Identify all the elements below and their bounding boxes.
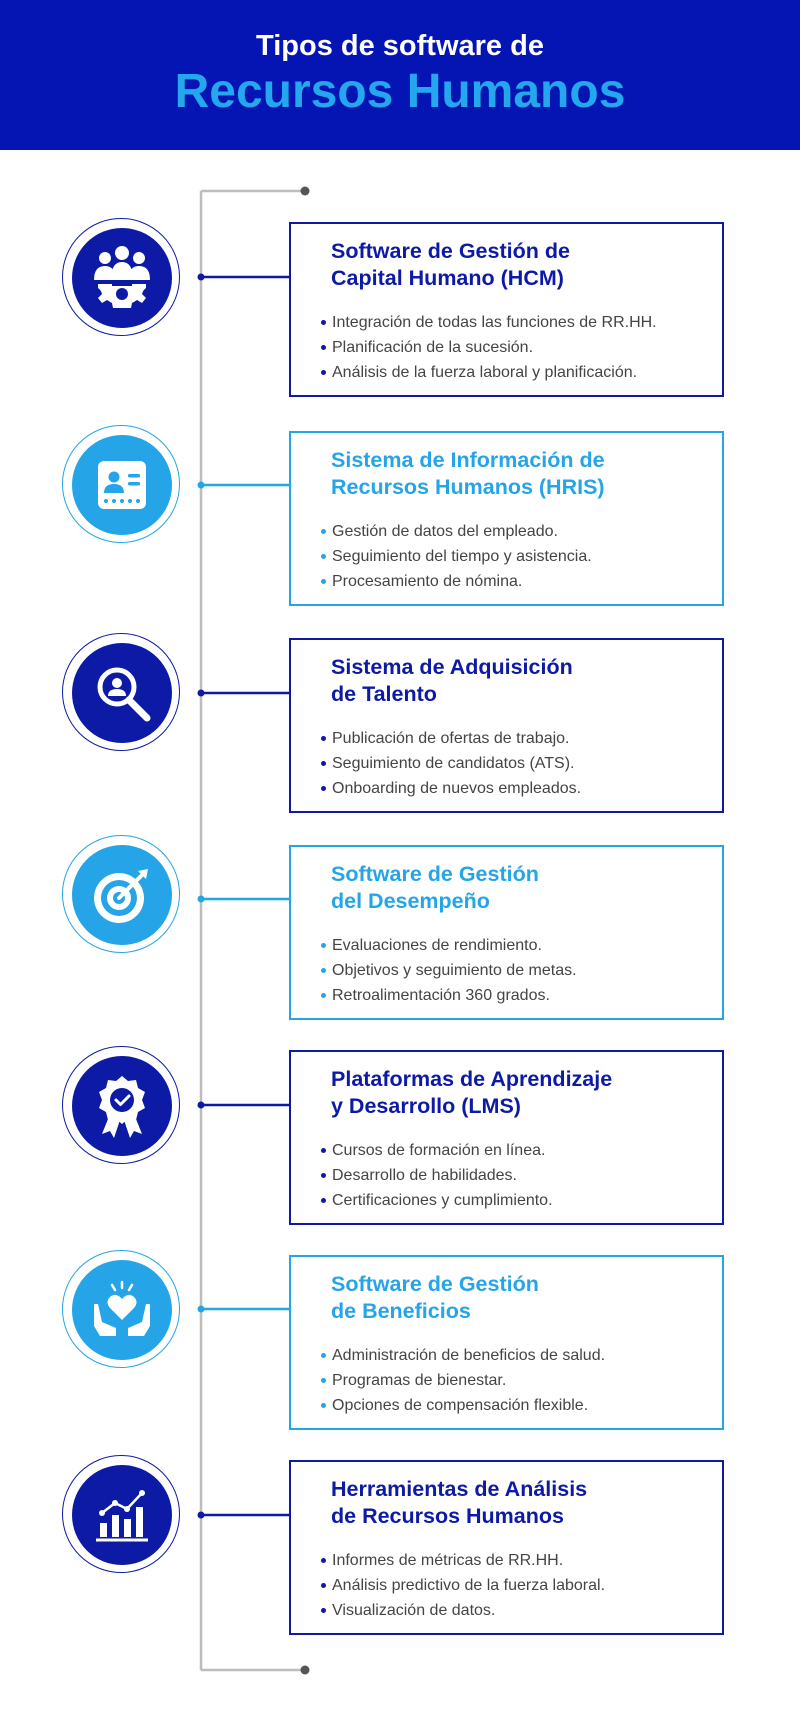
card-title (331, 447, 711, 501)
icon-circle-performance (62, 835, 180, 953)
bullet-item: Evaluaciones de rendimiento. (320, 933, 577, 958)
bullet-item: Gestión de datos del empleado. (320, 519, 592, 544)
search-person-icon (72, 643, 172, 743)
bullet-list (320, 310, 657, 385)
title-line: de Talento (331, 682, 437, 706)
bullet-item: Objetivos y seguimiento de metas. (320, 958, 577, 983)
connector-dot (198, 1102, 205, 1109)
bullet-list (320, 519, 592, 594)
connector-dot (198, 1512, 205, 1519)
bullet-item: Cursos de formación en línea. (320, 1138, 553, 1163)
bullet-item: Planificación de la sucesión. (320, 335, 657, 360)
bullet-item: Análisis de la fuerza laboral y planificación. (320, 360, 657, 385)
heart-hands-icon (72, 1260, 172, 1360)
bullet-item: Seguimiento del tiempo y asistencia. (320, 544, 592, 569)
icon-circle-lms (62, 1046, 180, 1164)
connector-dot (198, 896, 205, 903)
bullet-item: Procesamiento de nómina. (320, 569, 592, 594)
icon-circle-benefits (62, 1250, 180, 1368)
bullet-item: Opciones de compensación flexible. (320, 1393, 605, 1418)
bullet-item: Publicación de ofertas de trabajo. (320, 726, 581, 751)
award-badge-icon (72, 1056, 172, 1156)
header-subtitle: Tipos de software de (256, 30, 544, 62)
card-talent (289, 638, 724, 813)
card-title (331, 1066, 711, 1120)
title-line: de Beneficios (331, 1299, 471, 1323)
timeline-bottom-dot (301, 1666, 310, 1675)
bullet-list (320, 1138, 553, 1213)
title-line: Herramientas de Análisis (331, 1477, 588, 1501)
bullet-item: Retroalimentación 360 grados. (320, 983, 577, 1008)
connector-dot (198, 482, 205, 489)
card-title (331, 861, 711, 915)
title-line: Software de Gestión (331, 1272, 539, 1296)
card-performance (289, 845, 724, 1020)
card-lms (289, 1050, 724, 1225)
bullet-item: Certificaciones y cumplimiento. (320, 1188, 553, 1213)
id-card-icon (72, 435, 172, 535)
icon-circle-analytics (62, 1455, 180, 1573)
connector-dot (198, 274, 205, 281)
icon-circle-hris (62, 425, 180, 543)
team-gear-icon (72, 228, 172, 328)
timeline-top-dot (301, 187, 310, 196)
bullet-list (320, 933, 577, 1008)
card-analytics (289, 1460, 724, 1635)
card-title (331, 654, 711, 708)
header-title: Recursos Humanos (174, 65, 626, 118)
bullet-item: Administración de beneficios de salud. (320, 1343, 605, 1368)
bullet-item: Informes de métricas de RR.HH. (320, 1548, 605, 1573)
title-line: Plataformas de Aprendizaje (331, 1067, 613, 1091)
title-line: y Desarrollo (LMS) (331, 1094, 521, 1118)
title-line: de Recursos Humanos (331, 1504, 564, 1528)
bullet-item: Desarrollo de habilidades. (320, 1163, 553, 1188)
icon-circle-hcm (62, 218, 180, 336)
bullet-item: Seguimiento de candidatos (ATS). (320, 751, 581, 776)
title-line: Recursos Humanos (HRIS) (331, 475, 605, 499)
title-line: Software de Gestión de (331, 239, 570, 263)
connector-dot (198, 690, 205, 697)
target-icon (72, 845, 172, 945)
bullet-item: Análisis predictivo de la fuerza laboral. (320, 1573, 605, 1598)
title-line: Sistema de Información de (331, 448, 605, 472)
bullet-list (320, 726, 581, 801)
card-benefits (289, 1255, 724, 1430)
title-line: Capital Humano (HCM) (331, 266, 564, 290)
icon-circle-talent (62, 633, 180, 751)
card-hris (289, 431, 724, 606)
title-line: Software de Gestión (331, 862, 539, 886)
card-title (331, 1271, 711, 1325)
bullet-item: Visualización de datos. (320, 1598, 605, 1623)
card-hcm (289, 222, 724, 397)
title-line: Sistema de Adquisición (331, 655, 573, 679)
bullet-item: Programas de bienestar. (320, 1368, 605, 1393)
bullet-item: Onboarding de nuevos empleados. (320, 776, 581, 801)
bullet-list (320, 1343, 605, 1418)
card-title (331, 238, 711, 292)
bullet-list (320, 1548, 605, 1623)
bar-chart-icon (72, 1465, 172, 1565)
connector-dot (198, 1306, 205, 1313)
bullet-item: Integración de todas las funciones de RR.HH. (320, 310, 657, 335)
card-title (331, 1476, 711, 1530)
title-line: del Desempeño (331, 889, 490, 913)
